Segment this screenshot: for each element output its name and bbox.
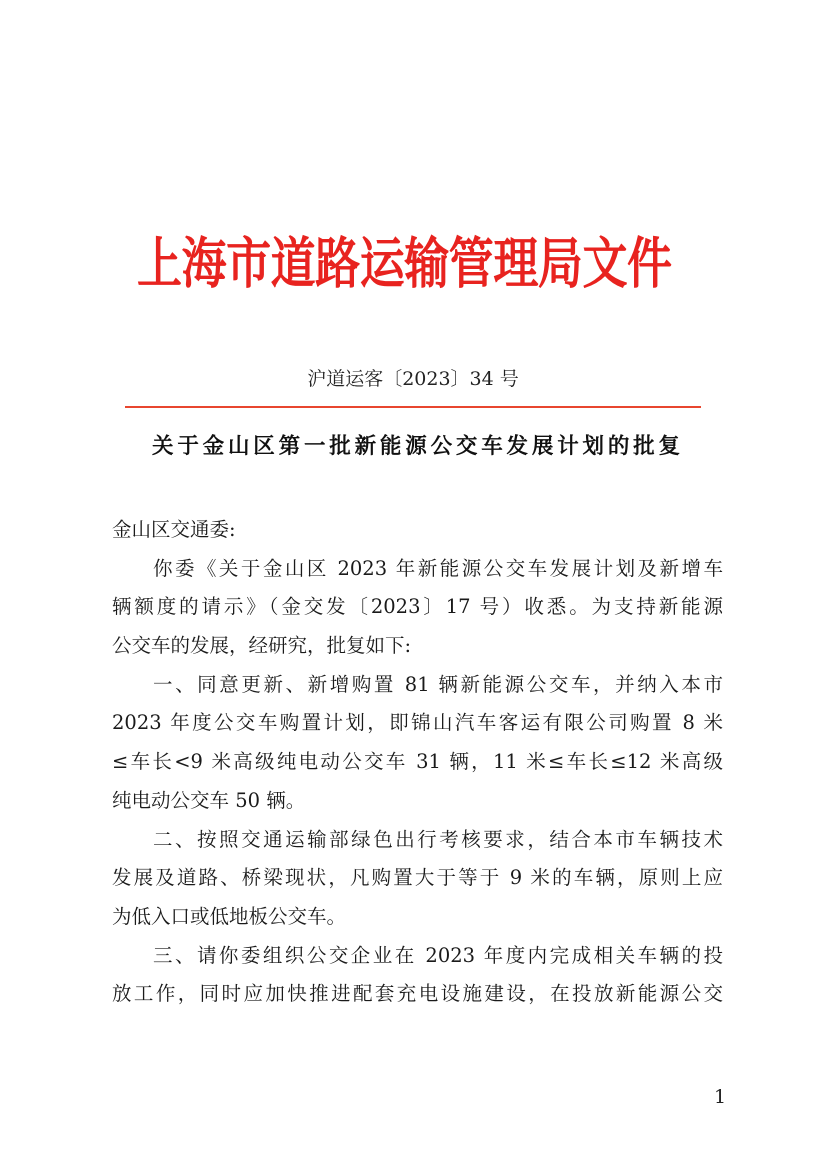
document-masthead: 上海市道路运输管理局文件 — [137, 231, 671, 296]
body-text-line: 纯电动公交车 50 辆。 — [112, 788, 306, 812]
body-text-line: 三、请你委组织公交企业在 2023 年度内完成相关车辆的投 — [153, 943, 723, 967]
red-divider-line — [125, 406, 701, 408]
body-text-line: 放工作，同时应加快推进配套充电设施建设，在投放新能源公交 — [112, 982, 723, 1006]
body-text-line: 一、同意更新、新增购置 81 辆新能源公交车，并纳入本市 — [153, 672, 723, 696]
body-text-line: 2023 年度公交车购置计划，即锦山汽车客运有限公司购置 8 米 — [112, 711, 723, 735]
body-text-line: 发展及道路、桥梁现状，凡购置大于等于 9 米的车辆，原则上应 — [112, 866, 723, 890]
document-heading: 关于金山区第一批新能源公交车发展计划的批复 — [152, 434, 680, 459]
document-number: 沪道运客〔2023〕34 号 — [307, 368, 519, 390]
body-text-line: 公交车的发展，经研究，批复如下: — [112, 634, 412, 658]
page-number: 1 — [714, 1086, 727, 1108]
body-text-line: 为低入口或低地板公交车。 — [112, 904, 347, 928]
document-body — [112, 511, 723, 1014]
body-text-line: 金山区交通委: — [112, 518, 236, 541]
body-text-line: 你委《关于金山区 2023 年新能源公交车发展计划及新增车 — [153, 556, 723, 580]
body-text-line: 辆额度的请示》（金交发〔2023〕17 号）收悉。为支持新能源 — [112, 595, 723, 619]
body-text-line: ≤车长<9 米高级纯电动公交车 31 辆，11 米≤车长≤12 米高级 — [112, 750, 723, 774]
body-text-line: 二、按照交通运输部绿色出行考核要求，结合本市车辆技术 — [153, 827, 723, 851]
